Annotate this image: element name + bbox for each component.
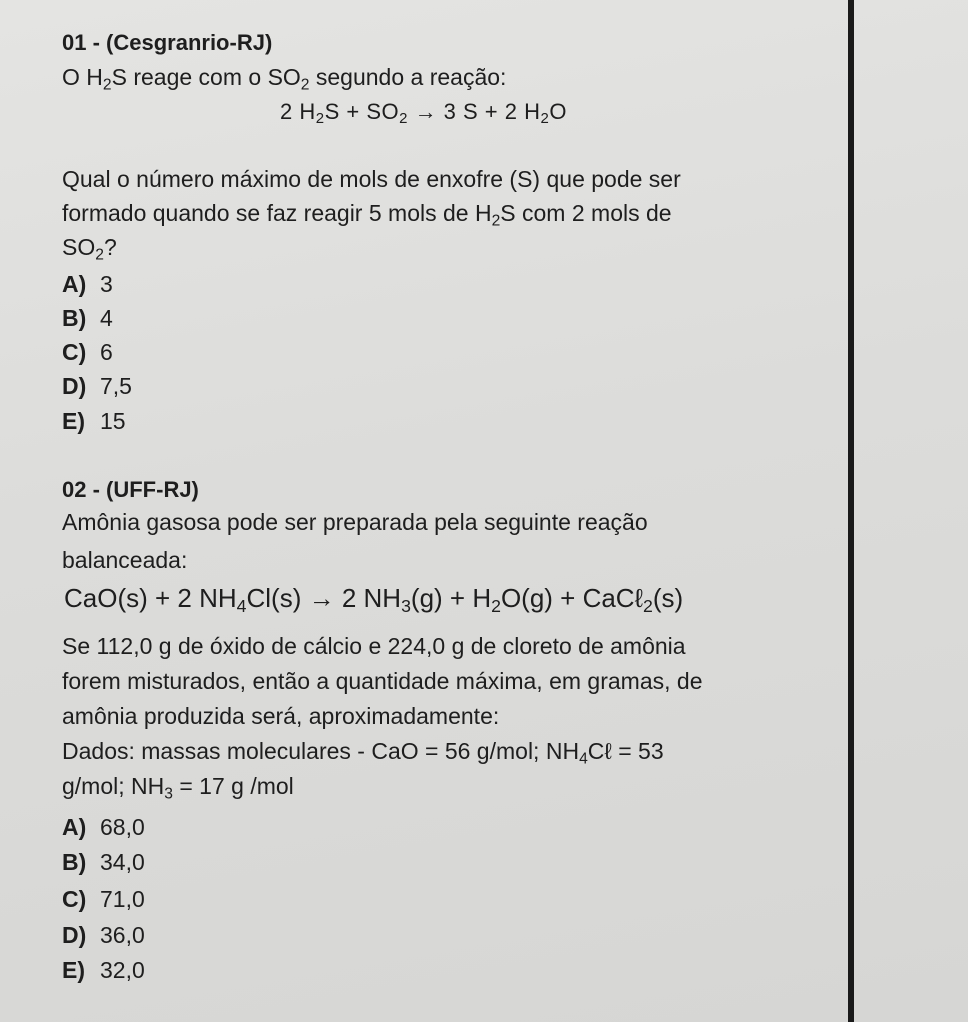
q1-question-line-1: Qual o número máximo de mols de enxofre (S) que pode ser [62,166,681,192]
q1-option-c[interactable]: C) 6 [62,339,113,365]
q2-option-b[interactable]: B) 34,0 [62,849,145,875]
q1-question-line-2: formado quando se faz reagir 5 mols de $H_2S$ com 2 mols de [62,200,672,230]
q2-body-line-3: amônia produzida será, aproximadamente: [62,703,500,729]
q2-intro-line-2: balanceada: [62,547,188,573]
q1-intro: O $H_2S$ reage com o $SO_2$ segundo a reação: [62,64,507,94]
q2-data-line-1: Dados: massas moleculares - CaO = 56 g/mol; $NH_4C\ell = 53$ [62,738,664,768]
q2-equation: CaO(s) + 2 $NH_4Cl(s) \to 2$ $NH_3(g) + H_2O(g)$ + CaCℓ$_2$(s) [64,583,684,616]
q1-option-b[interactable]: B) 4 [62,305,113,331]
q1-question-line-3: $SO_2$? [62,234,117,264]
q2-option-c[interactable]: C) 71,0 [62,886,145,912]
q2-heading: 02 - (UFF-RJ) [62,477,199,502]
q1-option-e[interactable]: E) 15 [62,408,126,434]
q1-option-a[interactable]: A) 3 [62,271,113,297]
q2-intro-line-1: Amônia gasosa pode ser preparada pela seguinte reação [62,509,648,535]
q1-heading: 01 - (Cesgranrio-RJ) [62,30,273,55]
q2-body-line-2: forem misturados, então a quantidade máxima, em gramas, de [62,668,703,694]
q1-equation: 2 $H_2S + SO_2 \to 3$ S + 2 $H_2O$ [280,99,567,128]
q1-option-d[interactable]: D) 7,5 [62,373,132,399]
q2-data-line-2: g/mol; $NH_3 = 17$ g /mol [62,773,294,803]
q2-option-d[interactable]: D) 36,0 [62,922,145,948]
q2-option-e[interactable]: E) 32,0 [62,957,145,983]
q2-body-line-1: Se 112,0 g de óxido de cálcio e 224,0 g de cloreto de amônia [62,633,686,659]
q2-option-a[interactable]: A) 68,0 [62,814,145,840]
